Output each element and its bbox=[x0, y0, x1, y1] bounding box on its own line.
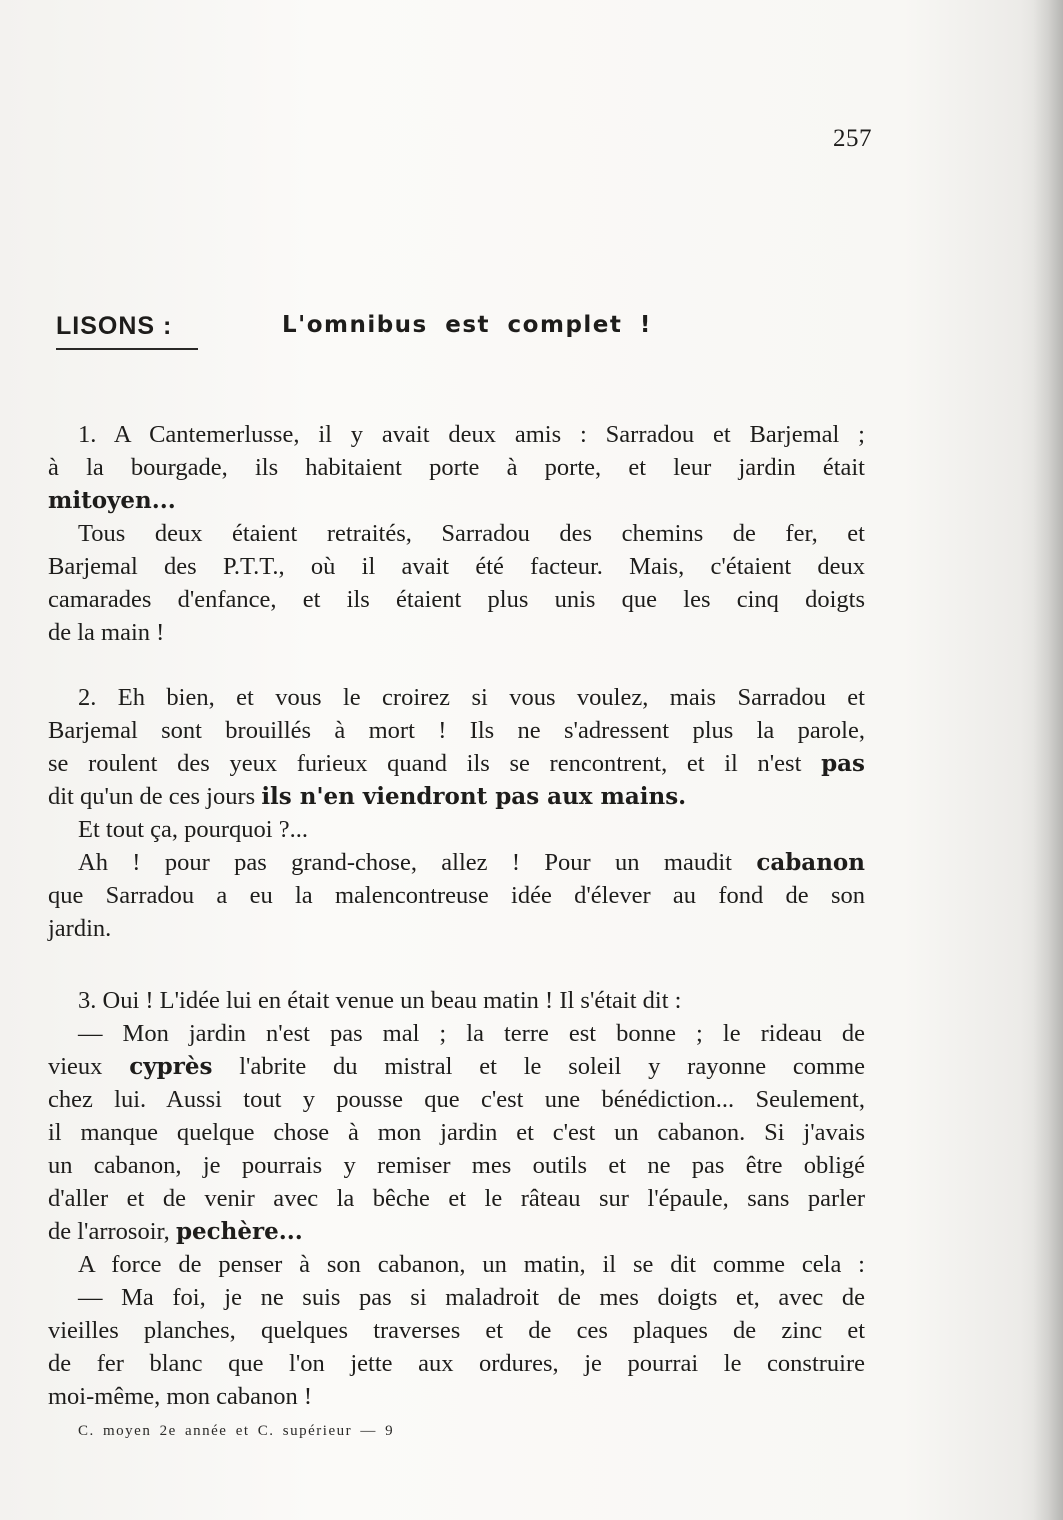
text-line bbox=[48, 879, 865, 912]
text-segment: — Ma foi, je ne suis pas si maladroit de mes doigts et, avec de bbox=[78, 1284, 865, 1311]
page-footer: C. moyen 2e année et C. supérieur — 9 bbox=[78, 1423, 395, 1439]
bold-term: mitoyen... bbox=[48, 487, 176, 514]
text-segment: jardin. bbox=[48, 915, 112, 942]
text-line bbox=[48, 583, 865, 616]
text-line bbox=[48, 1182, 865, 1215]
text-segment: Barjemal des P.T.T., où il avait été facteur. Mais, c'étaient deux bbox=[48, 553, 865, 580]
text-segment: de fer blanc que l'on jette aux ordures, je pourrai le construire bbox=[48, 1350, 865, 1377]
text-line bbox=[48, 1017, 865, 1050]
bold-term: cabanon bbox=[756, 849, 865, 876]
text-line bbox=[48, 780, 865, 813]
text-line bbox=[48, 1380, 865, 1413]
page-edge-shadow bbox=[1033, 0, 1063, 1520]
text-segment: l'abrite du mistral et le soleil y rayonne comme bbox=[212, 1053, 865, 1080]
bold-term: cyprès bbox=[129, 1053, 213, 1080]
heading-underline bbox=[56, 348, 198, 350]
text-segment: Ah ! pour pas grand-chose, allez ! Pour un maudit bbox=[78, 849, 757, 876]
text-segment: Barjemal sont brouillés à mort ! Ils ne s'adressent plus la parole, bbox=[48, 717, 865, 744]
text-line bbox=[48, 1281, 865, 1314]
text-line bbox=[48, 813, 865, 846]
text-segment: à la bourgade, ils habitaient porte à porte, et leur jardin était bbox=[48, 454, 865, 481]
paragraph-3 bbox=[48, 984, 865, 1413]
text-segment: que Sarradou a eu la malencontreuse idée d'élever au fond de son bbox=[48, 882, 865, 909]
text-line bbox=[48, 984, 865, 1017]
text-line bbox=[48, 747, 865, 780]
text-line bbox=[48, 418, 865, 451]
text-segment: Et tout ça, pourquoi ?... bbox=[78, 816, 308, 843]
text-line bbox=[48, 1215, 865, 1248]
heading-label: LISONS : bbox=[56, 312, 173, 340]
text-line bbox=[48, 846, 865, 879]
text-line bbox=[48, 1116, 865, 1149]
reading-heading bbox=[56, 312, 856, 352]
text-segment: — Mon jardin n'est pas mal ; la terre est bonne ; le rideau de bbox=[78, 1020, 865, 1047]
paragraph-1 bbox=[48, 418, 865, 649]
text-segment: camarades d'enfance, et ils étaient plus unis que les cinq doigts bbox=[48, 586, 865, 613]
page-number: 257 bbox=[833, 125, 872, 152]
text-segment: 3. Oui ! L'idée lui en était venue un beau matin ! Il s'était dit : bbox=[78, 987, 682, 1014]
text-line bbox=[48, 550, 865, 583]
text-line bbox=[48, 451, 865, 484]
text-line bbox=[48, 912, 865, 945]
text-segment: d'aller et de venir avec la bêche et le râteau sur l'épaule, sans parler bbox=[48, 1185, 865, 1212]
text-segment: 1. A Cantemerlusse, il y avait deux amis : Sarradou et Barjemal ; bbox=[78, 421, 865, 448]
text-segment: de la main ! bbox=[48, 619, 165, 646]
text-segment: un cabanon, je pourrais y remiser mes outils et ne pas être obligé bbox=[48, 1152, 865, 1179]
bold-term: pas bbox=[821, 750, 865, 777]
paragraph-2 bbox=[48, 681, 865, 945]
text-line bbox=[48, 1083, 865, 1116]
text-segment: 2. Eh bien, et vous le croirez si vous voulez, mais Sarradou et bbox=[78, 684, 865, 711]
text-line bbox=[48, 1149, 865, 1182]
text-segment: moi-même, mon cabanon ! bbox=[48, 1383, 312, 1410]
text-line bbox=[48, 1347, 865, 1380]
text-segment: il manque quelque chose à mon jardin et c'est un cabanon. Si j'avais bbox=[48, 1119, 865, 1146]
text-segment: de l'arrosoir, bbox=[48, 1218, 176, 1245]
text-line bbox=[48, 1248, 865, 1281]
text-line bbox=[48, 517, 865, 550]
text-line bbox=[48, 681, 865, 714]
text-line bbox=[48, 714, 865, 747]
text-segment: dit qu'un de ces jours bbox=[48, 783, 262, 810]
text-segment: se roulent des yeux furieux quand ils se rencontrent, et il n'est bbox=[48, 750, 822, 777]
text-segment: A force de penser à son cabanon, un matin, il se dit comme cela : bbox=[78, 1251, 865, 1278]
bold-term: pechère... bbox=[175, 1218, 303, 1245]
heading-title: L'omnibus est complet ! bbox=[282, 312, 652, 338]
text-line bbox=[48, 484, 865, 517]
bold-term: ils n'en viendront pas aux mains. bbox=[261, 783, 687, 810]
text-segment: vieilles planches, quelques traverses et de ces plaques de zinc et bbox=[48, 1317, 865, 1344]
text-segment: vieux bbox=[48, 1053, 130, 1080]
text-segment: chez lui. Aussi tout y pousse que c'est une bénédiction... Seulement, bbox=[48, 1086, 865, 1113]
text-line bbox=[48, 1314, 865, 1347]
text-line bbox=[48, 616, 865, 649]
text-line bbox=[48, 1050, 865, 1083]
text-segment: Tous deux étaient retraités, Sarradou des chemins de fer, et bbox=[78, 520, 865, 547]
